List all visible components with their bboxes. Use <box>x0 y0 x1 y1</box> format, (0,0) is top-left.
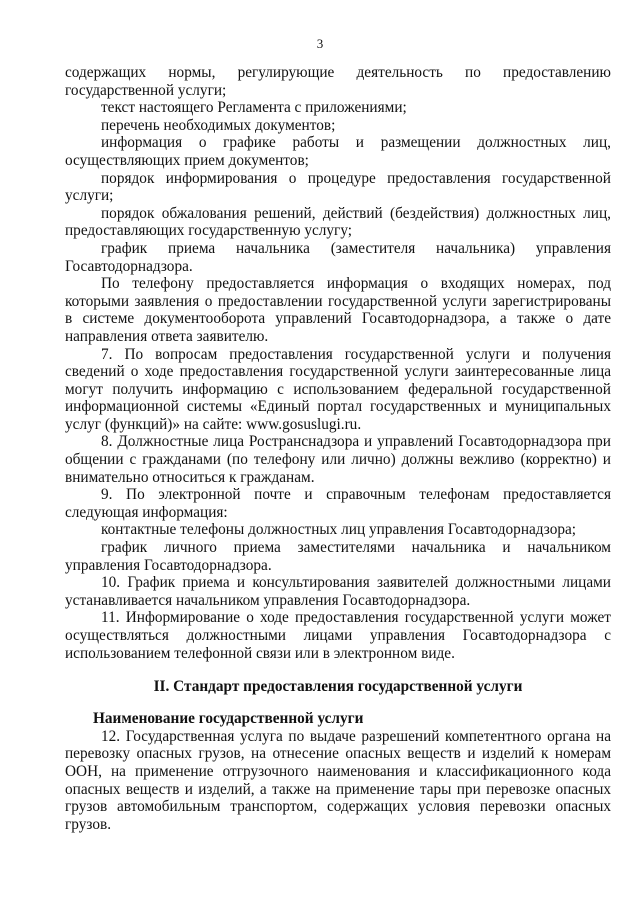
paragraph: перечень необходимых документов; <box>101 116 336 134</box>
page-number: 3 <box>316 36 324 51</box>
paragraph: порядок информирования о процедуре предоставления государственной услуги; <box>65 169 611 205</box>
paragraph: 12. Государственная услуга по выдаче разрешений компетентного органа на перевозку опасных грузов, на отнесение опасных веществ и изделий к номерам ООН, на применение отгрузочного наименования и классификационного кода опасных веществ и изделий, а также на применение тары при перевозке опасных грузов автомобильным транспортом, содержащих условия перевозки опасных грузов. <box>65 727 611 833</box>
subsection-title: Наименование государственной услуги <box>93 710 364 728</box>
paragraph: 8. Должностные лица Ространснадзора и управлений Госавтодорнадзора при общении с гражданами (по телефону или лично) должны вежливо (корректно) и внимательно относиться к гражданам. <box>65 433 611 486</box>
paragraph: 7. По вопросам предоставления государственной услуги и получения сведений о ходе предоставления государственной услуги заинтересованные лица могут получить информацию с использованием федеральной государственной информационной системы «Единый портал государственных и муниципальных услуг (функций)» на сайте: www.gosuslugi.ru. <box>65 345 611 433</box>
paragraph: содержащих нормы, регулирующие деятельность по предоставлению государственной услуги; <box>65 64 611 99</box>
paragraph: график приема начальника (заместителя начальника) управления Госавтодорнадзора. <box>65 239 611 275</box>
paragraph: график личного приема заместителями начальника и начальником управления Госавтодорнадзора. <box>65 539 611 574</box>
paragraph: контактные телефоны должностных лиц управления Госавтодорнадзора; <box>101 521 577 539</box>
paragraph: информация о графике работы и размещении должностных лиц, осуществляющих прием документов; <box>65 134 611 169</box>
paragraph: текст настоящего Регламента с приложениями; <box>101 99 407 117</box>
paragraph: 11. Информирование о ходе предоставления государственной услуги может осуществляться должностными лицами управления Госавтодорнадзора с использованием телефонной связи или в электронном виде. <box>65 609 611 662</box>
paragraph: 10. График приема и консультирования заявителей должностными лицами устанавливается начальником управления Госавтодорнадзора. <box>65 574 611 609</box>
section-title: II. Стандарт предоставления государственной услуги <box>153 678 523 696</box>
paragraph: порядок обжалования решений, действий (бездействия) должностных лиц, предоставляющих государственную услугу; <box>65 204 611 240</box>
paragraph: 9. По электронной почте и справочным телефонам предоставляется следующая информация: <box>65 486 611 521</box>
paragraph: По телефону предоставляется информация о входящих номерах, под которыми заявления о предоставлении государственной услуги зарегистрированы в системе документооборота управлений Госавтодорнадзора, а также о дате направления ответа заявителю. <box>65 275 611 345</box>
document-body <box>65 64 611 833</box>
